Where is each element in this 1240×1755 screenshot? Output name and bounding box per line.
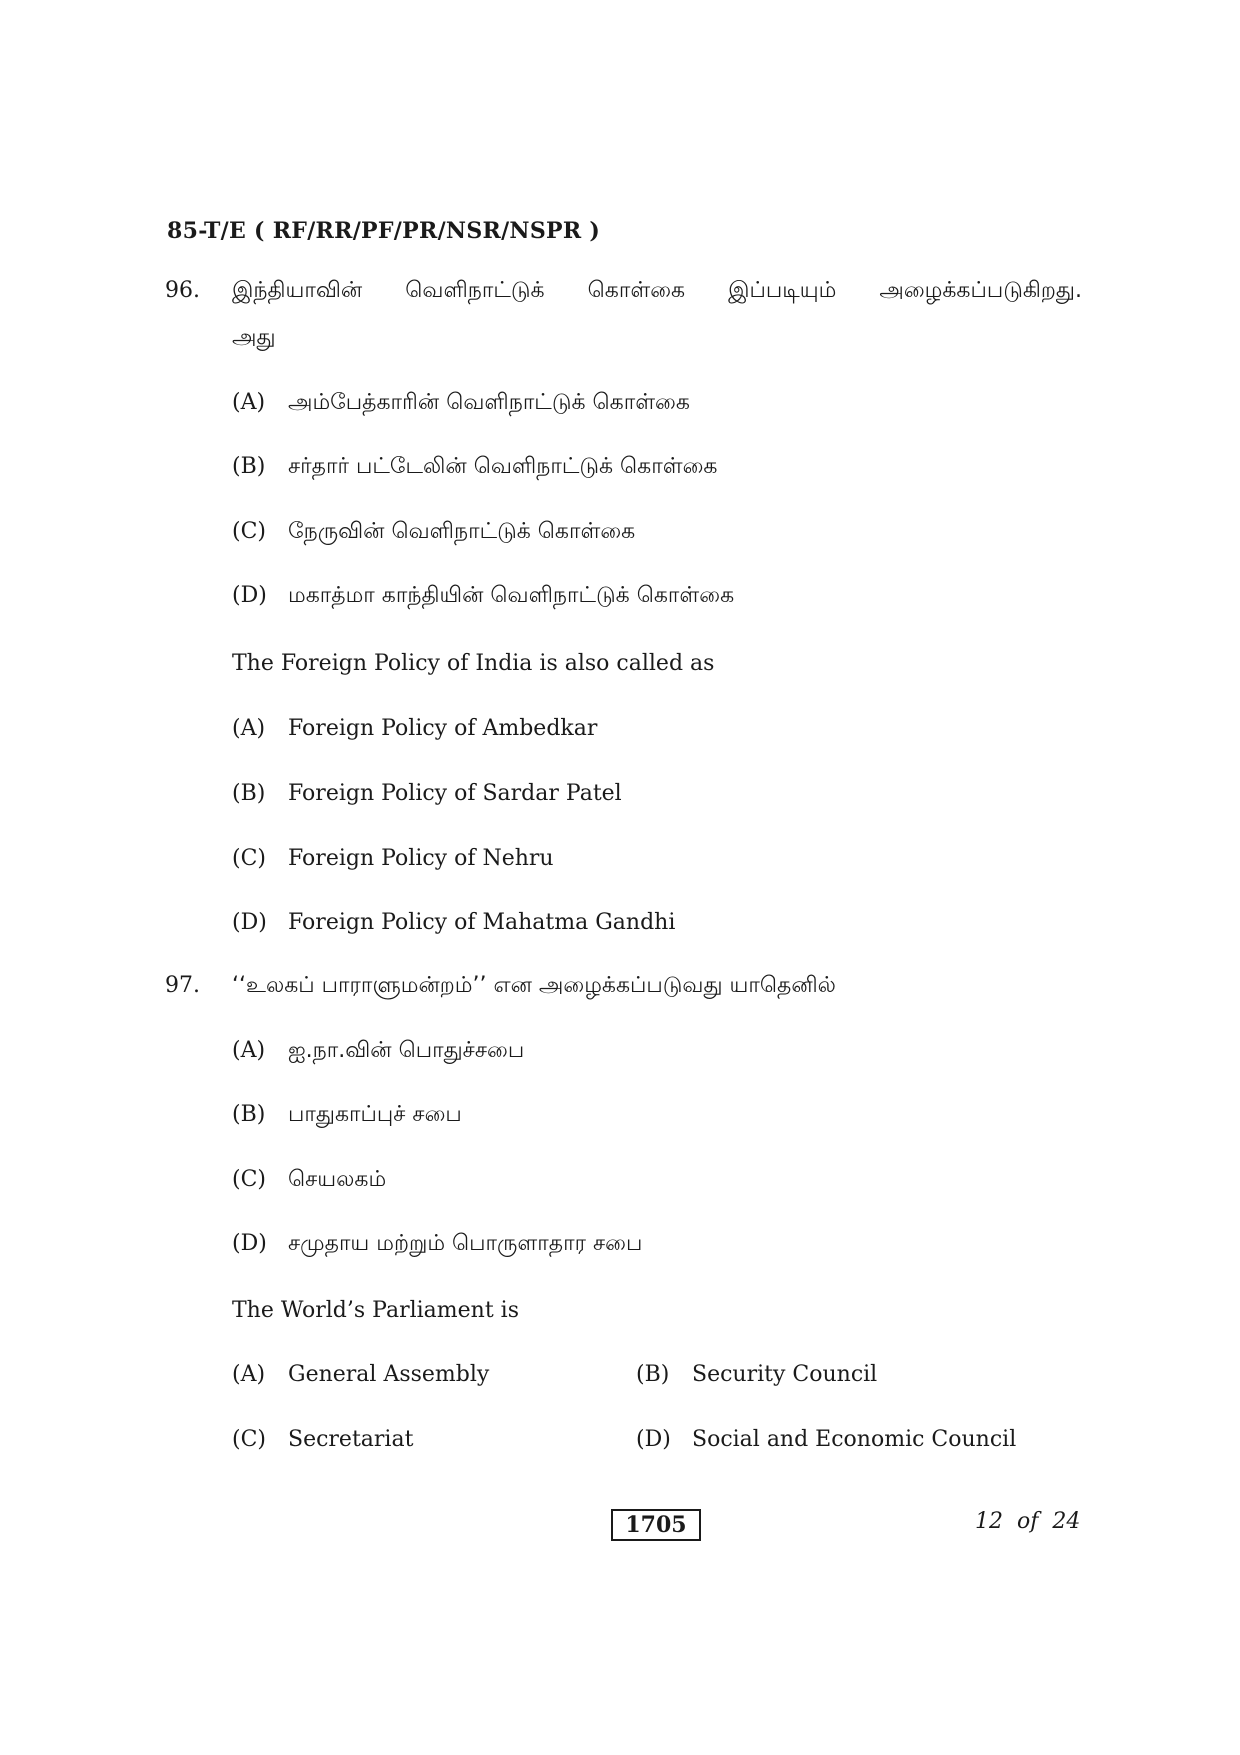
footer-paper-code-box: 1705 <box>611 1509 701 1541</box>
q97-english-option-d: (D) Social and Economic Council <box>636 1427 1017 1452</box>
q96-tamil-option-b: (B) சர்தார் பட்டேலின் வெளிநாட்டுக் கொள்கை <box>232 454 718 479</box>
q97-tamil-option-c: (C) செயலகம் <box>232 1167 387 1192</box>
q97-english-option-b: (B) Security Council <box>636 1362 878 1387</box>
q96-tamil-option-c: (C) நேருவின் வெளிநாட்டுக் கொள்கை <box>232 519 636 544</box>
q96-stem-word: இப்படியும் <box>728 278 837 303</box>
q96-tamil-stem-line2: அது <box>232 325 276 350</box>
q96-tamil-option-a: (A) அம்பேத்காரின் வெளிநாட்டுக் கொள்கை <box>232 390 690 415</box>
question-number-96: 96. <box>165 278 200 303</box>
q96-stem-word: அழைக்கப்படுகிறது. <box>879 278 1082 303</box>
page-indicator: 12 of 24 <box>975 1509 1081 1534</box>
q96-tamil-option-d: (D) மகாத்மா காந்தியின் வெளிநாட்டுக் கொள்கை <box>232 583 735 608</box>
q96-english-option-a: (A) Foreign Policy of Ambedkar <box>232 716 598 741</box>
q97-tamil-option-b: (B) பாதுகாப்புச் சபை <box>232 1102 462 1127</box>
q97-tamil-option-a: (A) ஐ.நா.வின் பொதுச்சபை <box>232 1038 525 1063</box>
q96-tamil-stem <box>232 278 1082 306</box>
q97-english-option-c: (C) Secretariat <box>232 1427 414 1452</box>
paper-code-header: 85-T/E ( RF/RR/PF/PR/NSR/NSPR ) <box>167 218 601 244</box>
q96-stem-word: வெளிநாட்டுக் <box>405 278 545 303</box>
q96-english-stem: The Foreign Policy of India is also called as <box>232 651 715 676</box>
q97-tamil-option-d: (D) சமுதாய மற்றும் பொருளாதார சபை <box>232 1231 643 1256</box>
q97-english-stem: The World’s Parliament is <box>232 1298 519 1323</box>
q97-english-option-a: (A) General Assembly <box>232 1362 490 1387</box>
question-number-97: 97. <box>165 973 200 998</box>
q96-stem-word: கொள்கை <box>587 278 686 303</box>
q96-english-option-b: (B) Foreign Policy of Sardar Patel <box>232 781 622 806</box>
q96-stem-word: இந்தியாவின் <box>232 278 363 303</box>
q97-tamil-stem: ‘‘உலகப் பாராளுமன்றம்’’ என அழைக்கப்படுவது யாதெனில் <box>232 973 836 998</box>
q96-english-option-c: (C) Foreign Policy of Nehru <box>232 846 554 871</box>
q96-english-option-d: (D) Foreign Policy of Mahatma Gandhi <box>232 910 676 935</box>
